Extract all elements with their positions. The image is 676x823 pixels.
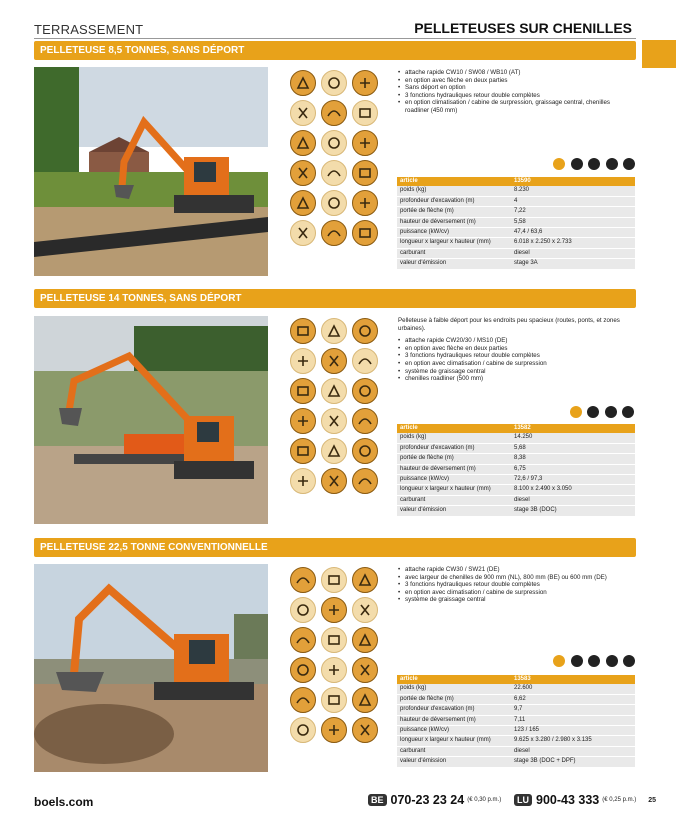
spec-value: diesel: [511, 248, 635, 258]
spec-label: longueur x largeur x hauteur (mm): [397, 485, 511, 495]
transport-icon: [571, 158, 583, 170]
country-badge-be: BE: [368, 794, 387, 806]
hammer-icon: [290, 348, 316, 374]
tilt-bucket-icon: [352, 160, 378, 186]
description-2: [398, 317, 630, 383]
spec-label: portée de flèche (m): [397, 207, 511, 217]
country-badge-lu: LU: [514, 794, 532, 806]
spec-row: [397, 726, 635, 736]
spec-value: 47,4 / 63,6: [511, 228, 635, 238]
spec-value: 6,75: [511, 464, 635, 474]
license-icon: [553, 655, 565, 667]
photo-excavator-22t: [34, 564, 268, 772]
grab-icon: [352, 70, 378, 96]
spec-value: 4: [511, 196, 635, 206]
hammer-icon: [290, 468, 316, 494]
phone-number-be: 070-23 23 24: [390, 793, 465, 807]
spec-row: [397, 705, 635, 715]
spec-row: [397, 217, 635, 227]
feature-item: • en option avec flèche en deux parties: [398, 345, 630, 353]
boot-icon: [588, 655, 600, 667]
spec-label: profondeur d'excavation (m): [397, 705, 511, 715]
section-title-1: PELLETEUSE 8,5 TONNES, SANS DÉPORT: [34, 41, 636, 60]
spec-label: poids (kg): [397, 684, 511, 694]
spec-label: hauteur de déversement (m): [397, 464, 511, 474]
ripper-icon: [321, 190, 347, 216]
spec-label: poids (kg): [397, 186, 511, 196]
feature-item: • 3 fonctions hydrauliques retour double complètes: [398, 581, 630, 589]
tilt-bucket-icon: [352, 468, 378, 494]
spec-value: diesel: [511, 746, 635, 756]
spec-label: profondeur d'excavation (m): [397, 196, 511, 206]
spec-label: puissance (kW/cv): [397, 228, 511, 238]
description-1: [398, 69, 630, 115]
spec-value: 72,6 / 97,3: [511, 475, 635, 485]
spec-value: 6.018 x 2.250 x 2.733: [511, 238, 635, 248]
feature-item: • système de graissage central: [398, 596, 630, 604]
attachment-icons-2: [290, 318, 382, 494]
transport-icon: [587, 406, 599, 418]
bucket-icon: [290, 627, 316, 653]
auger-icon: [321, 408, 347, 434]
trailer-icon: [606, 655, 618, 667]
header-divider: [34, 38, 636, 39]
spec-header-row: [397, 675, 635, 684]
attachment-icons-1: [290, 70, 382, 246]
feature-item: • 3 fonctions hydrauliques retour double complètes: [398, 92, 630, 100]
spec-value: 9.625 x 3.280 / 2.980 x 3.135: [511, 736, 635, 746]
hammer-icon: [290, 717, 316, 743]
spec-label: portée de flèche (m): [397, 454, 511, 464]
auger-icon: [321, 220, 347, 246]
spec-label: longueur x largeur x hauteur (mm): [397, 238, 511, 248]
feature-list-1: [398, 69, 630, 115]
spec-label: hauteur de déversement (m): [397, 715, 511, 725]
spec-row: [397, 506, 635, 516]
spec-value: 7,11: [511, 715, 635, 725]
feature-item: • système de graissage central: [398, 368, 630, 376]
property-icons-1: [553, 158, 635, 170]
spec-row: [397, 495, 635, 505]
tilt-bucket-icon: [352, 348, 378, 374]
hammer-icon: [290, 220, 316, 246]
tilt-bucket-icon: [352, 220, 378, 246]
photo-excavator-8t: [34, 67, 268, 276]
bucket-icon: [290, 438, 316, 464]
phone-price-lu: (€ 0,25 p.m.): [602, 797, 637, 803]
spec-row: [397, 238, 635, 248]
spec-label: carburant: [397, 746, 511, 756]
grab-icon: [352, 318, 378, 344]
ripper-icon: [321, 318, 347, 344]
feature-item: • avec largeur de chenilles de 900 mm (NL), 800 mm (BE) ou 600 mm (DE): [398, 574, 630, 582]
feature-item: • attache rapide CW10 / SW08 / WB10 (AT): [398, 69, 630, 77]
auger-icon: [321, 100, 347, 126]
license-icon: [553, 158, 565, 170]
hammer-icon: [290, 100, 316, 126]
bucket-icon: [290, 70, 316, 96]
spec-value: diesel: [511, 495, 635, 505]
spec-label: puissance (kW/cv): [397, 726, 511, 736]
boot-icon: [605, 406, 617, 418]
ripper-icon: [321, 130, 347, 156]
fuel-icon: [623, 655, 635, 667]
spec-row: [397, 485, 635, 495]
auger-icon: [321, 597, 347, 623]
spec-row: [397, 715, 635, 725]
spec-row: [397, 736, 635, 746]
hammer-icon: [290, 657, 316, 683]
spec-value: 7,22: [511, 207, 635, 217]
page-title: PELLETEUSES SUR CHENILLES: [414, 20, 632, 36]
description-intro-2: Pelleteuse à faible déport pour les endroits peu spacieux (routes, ponts, et zones urbaines).: [398, 317, 620, 332]
spec-row: [397, 433, 635, 443]
feature-item: • Sans déport en option: [398, 84, 630, 92]
trailer-icon: [606, 158, 618, 170]
ripper-icon: [321, 378, 347, 404]
tilt-bucket-icon: [352, 408, 378, 434]
spec-value: 13590: [511, 177, 635, 186]
fuel-icon: [622, 406, 634, 418]
spec-label: portée de flèche (m): [397, 694, 511, 704]
property-icons-3: [553, 655, 635, 667]
hammer-icon: [290, 597, 316, 623]
spec-label: puissance (kW/cv): [397, 475, 511, 485]
ripper-icon: [321, 567, 347, 593]
spec-row: [397, 248, 635, 258]
bucket-icon: [290, 130, 316, 156]
feature-item: • en option avec flèche en deux parties: [398, 77, 630, 85]
spec-row: [397, 259, 635, 269]
tilt-bucket-icon: [352, 597, 378, 623]
spec-value: 6,62: [511, 694, 635, 704]
feature-item: • en option climatisation / cabine de surpression, graissage central, chenilles roadliner (450 mm): [398, 99, 630, 114]
spec-value: 9,7: [511, 705, 635, 715]
feature-item: • chenilles roadliner (500 mm): [398, 375, 630, 383]
spec-row: [397, 746, 635, 756]
bucket-icon: [290, 318, 316, 344]
spec-row: [397, 196, 635, 206]
spec-table-1: [397, 177, 635, 270]
ripper-icon: [321, 70, 347, 96]
spec-label: article: [397, 177, 511, 186]
feature-list-2: [398, 337, 630, 383]
auger-icon: [321, 160, 347, 186]
feature-item: • attache rapide CW30 / SW21 (DE): [398, 566, 630, 574]
feature-item: • attache rapide CW20/30 / MS10 (DE): [398, 337, 630, 345]
transport-icon: [571, 655, 583, 667]
spec-value: 5,68: [511, 443, 635, 453]
spec-label: carburant: [397, 248, 511, 258]
section-title-3: PELLETEUSE 22,5 TONNE CONVENTIONNELLE: [34, 538, 636, 557]
spec-row: [397, 454, 635, 464]
spec-label: valeur d'émission: [397, 259, 511, 269]
spec-label: article: [397, 424, 511, 433]
phone-number-lu: 900-43 333: [536, 793, 600, 807]
hammer-icon: [290, 160, 316, 186]
spec-label: article: [397, 675, 511, 684]
spec-value: 8,38: [511, 454, 635, 464]
spec-value: 8.230: [511, 186, 635, 196]
phone-lu: [514, 793, 636, 807]
spec-value: stage 3B (DOC + DPF): [511, 757, 635, 767]
grab-icon: [352, 567, 378, 593]
grab-icon: [352, 438, 378, 464]
section-category: TERRASSEMENT: [34, 22, 144, 37]
spec-row: [397, 694, 635, 704]
spec-row: [397, 757, 635, 767]
auger-icon: [321, 348, 347, 374]
bucket-icon: [290, 687, 316, 713]
page-number: 25: [648, 797, 656, 804]
attachment-icons-3: [290, 567, 382, 743]
grab-icon: [352, 378, 378, 404]
spec-table-3: [397, 675, 635, 768]
grab-icon: [352, 627, 378, 653]
grab-icon: [352, 190, 378, 216]
spec-header-row: [397, 177, 635, 186]
bucket-icon: [290, 567, 316, 593]
website-link[interactable]: boels.com: [34, 795, 94, 809]
section-title-2: PELLETEUSE 14 TONNES, SANS DÉPORT: [34, 289, 636, 308]
spec-value: stage 3B (DOC): [511, 506, 635, 516]
boot-icon: [588, 158, 600, 170]
side-tab-marker: [642, 40, 676, 68]
feature-item: • en option avec climatisation / cabine de surpression: [398, 360, 630, 368]
bucket-icon: [290, 378, 316, 404]
bucket-icon: [290, 190, 316, 216]
hammer-icon: [290, 408, 316, 434]
grab-icon: [352, 687, 378, 713]
spec-value: 8.100 x 2.490 x 3.050: [511, 485, 635, 495]
description-3: [398, 566, 630, 604]
spec-row: [397, 228, 635, 238]
spec-table-2: [397, 424, 635, 517]
tilt-bucket-icon: [352, 717, 378, 743]
property-icons-2: [570, 406, 634, 418]
photo-excavator-14t: [34, 316, 268, 524]
ripper-icon: [321, 687, 347, 713]
grab-icon: [352, 130, 378, 156]
spec-row: [397, 464, 635, 474]
spec-value: 14.250: [511, 433, 635, 443]
auger-icon: [321, 468, 347, 494]
spec-label: poids (kg): [397, 433, 511, 443]
license-icon: [570, 406, 582, 418]
spec-row: [397, 475, 635, 485]
phone-be: [368, 793, 501, 807]
ripper-icon: [321, 627, 347, 653]
spec-value: 5,58: [511, 217, 635, 227]
feature-list-3: [398, 566, 630, 604]
spec-label: longueur x largeur x hauteur (mm): [397, 736, 511, 746]
ripper-icon: [321, 438, 347, 464]
spec-row: [397, 207, 635, 217]
auger-icon: [321, 717, 347, 743]
spec-label: profondeur d'excavation (m): [397, 443, 511, 453]
spec-value: 123 / 165: [511, 726, 635, 736]
feature-item: • en option avec climatisation / cabine de surpression: [398, 589, 630, 597]
tilt-bucket-icon: [352, 657, 378, 683]
auger-icon: [321, 657, 347, 683]
spec-label: hauteur de déversement (m): [397, 217, 511, 227]
spec-value: stage 3A: [511, 259, 635, 269]
phone-price-be: (€ 0,30 p.m.): [467, 797, 502, 803]
spec-row: [397, 684, 635, 694]
spec-label: valeur d'émission: [397, 757, 511, 767]
spec-label: valeur d'émission: [397, 506, 511, 516]
spec-value: 22.600: [511, 684, 635, 694]
spec-label: carburant: [397, 495, 511, 505]
spec-row: [397, 443, 635, 453]
feature-item: • 3 fonctions hydrauliques retour double complètes: [398, 352, 630, 360]
spec-value: 13583: [511, 675, 635, 684]
tilt-bucket-icon: [352, 100, 378, 126]
fuel-icon: [623, 158, 635, 170]
spec-value: 13582: [511, 424, 635, 433]
spec-header-row: [397, 424, 635, 433]
spec-row: [397, 186, 635, 196]
